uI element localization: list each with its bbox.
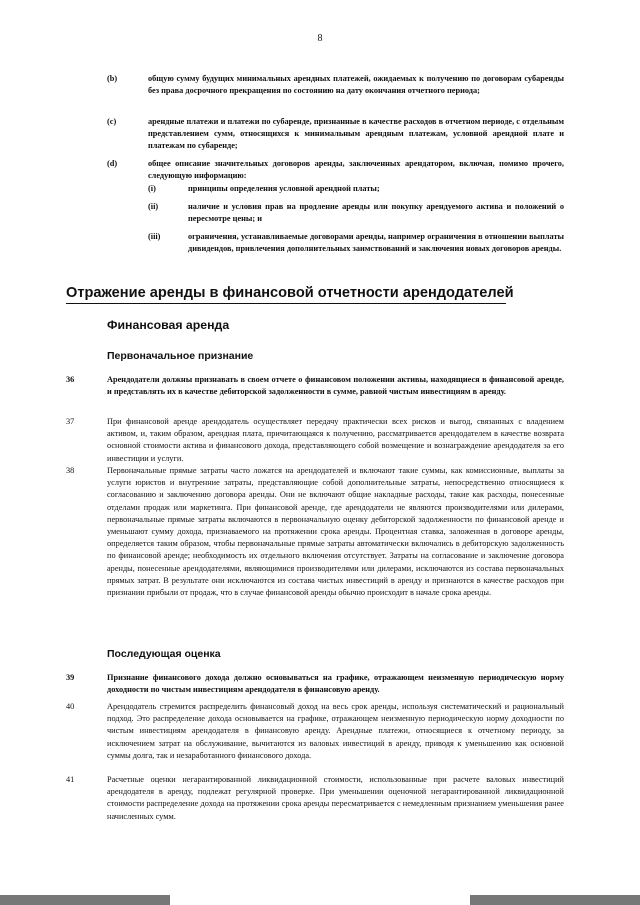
paragraph-number: 40 bbox=[66, 702, 75, 711]
paragraph-text: Первоначальные прямые затраты часто ложатся на арендодателей и включают такие суммы, как комиссионные, выплаты за услуги юристов и внутренние затраты, представляющие собой дополнительные затраты, непосредственно относящиеся к согласованию и заключению договора аренды. Они не включают общие накладные расходы, такие как расходы, понесенные отделами продаж или маркетинга. При финансовой аренде, где арендодатели не являются производителями или дилерами, первоначальные прямые затраты включаются в первоначальную оценку дебиторской задолженности по финансовой аренде и уменьшают сумму дохода, признаваемого на протяжении срока аренды. Процентная ставка, заложенная в договоре аренды, определяется таким образом, чтобы первоначальные прямые затраты автоматически включались в дебиторскую задолженность по финансовой аренде; необходимость их отдельного включения отсутствует. Затраты на согласование и заключение договора аренды, понесенные арендодателями, являющимися производителями или дилерами, исключаются из состава первоначальных прямых затрат. В результате они исключаются из состава чистых инвестиций в аренду и признаются в качестве расходов при признании прибыли от продаж, что в случае финансовой аренды обычно происходит в начале срока аренды. bbox=[107, 466, 564, 598]
sub-item-label: (ii) bbox=[148, 202, 159, 211]
paragraph-text: Арендодатели должны признавать в своем отчете о финансовом положении активы, находящиеся в финансовой аренде, и представлять их в качестве дебиторской задолженности в сумме, равной чистым инвестициям в аренду. bbox=[107, 375, 564, 397]
heading-subsequent-measurement: Последующая оценка bbox=[107, 648, 221, 660]
sub-item-text: наличие и условия прав на продление аренды или покупку арендуемого актива и положений о пересмотре цены; и bbox=[188, 202, 564, 224]
subsection-title: Финансовая аренда bbox=[107, 318, 230, 332]
paragraph-number: 38 bbox=[66, 466, 75, 475]
paragraph-number: 39 bbox=[66, 673, 75, 682]
sub-item-label: (iii) bbox=[148, 232, 161, 241]
paragraph-text: Расчетные оценки негарантированной ликвидационной стоимости, использованные при расчете валовых инвестиций арендодателя в аренду, подлежат регулярной проверке. При уменьшении оценочной негарантированной ликвидационной стоимости распределение дохода на протяжении срока аренды пересматривается с немедленным признанием уменьшения ранее начисленных сумм. bbox=[107, 775, 564, 821]
list-item-label: (d) bbox=[107, 159, 118, 168]
list-item-label: (b) bbox=[107, 74, 118, 83]
paragraph-text: Арендодатель стремится распределить финансовый доход на весь срок аренды, используя систематический и рациональный подход. Это распределение дохода основывается на графике, отражающем неизменную периодическую норму доходности по чистым инвестициям арендодателя в финансовую аренду. Арендные платежи, относящиеся к отчетному периоду, за исключением затрат на обслуживание, вычитаются из валовых инвестиций в аренду, приводя к уменьшению как основной суммы долга, так и незаработанного финансового дохода. bbox=[107, 702, 564, 760]
sub-item-label: (i) bbox=[148, 184, 156, 193]
list-item-text: общую сумму будущих минимальных арендных платежей, ожидаемых к получению по договорам субаренды без права досрочного прекращения по состоянию на дату окончания отчетного периода; bbox=[148, 74, 564, 96]
section-title: Отражение аренды в финансовой отчетности арендодателей bbox=[66, 284, 506, 304]
sub-item-text: ограничения, устанавливаемые договорами аренды, например ограничения в отношении выплаты дивидендов, привлечения дополнительных заимствований и заключения новых договоров аренды. bbox=[188, 232, 564, 254]
paragraph-text: Признание финансового дохода должно основываться на графике, отражающем неизменную периодическую норму доходности по чистым инвестициям арендодателя в финансовую аренду. bbox=[107, 673, 564, 695]
scan-edge-shadow bbox=[470, 895, 640, 905]
paragraph-text: При финансовой аренде арендодатель осуществляет передачу практически всех рисков и выгод, связанных с владением активом, и, таким образом, арендная плата, причитающаяся к получению, рассматривается арендодателем в качестве возврата основной стоимости актива и финансового дохода, представляющего собой возмещение и вознаграждение арендодателя за его инвестиции и услуги. bbox=[107, 417, 564, 463]
paragraph-number: 41 bbox=[66, 775, 75, 784]
page-number: 8 bbox=[317, 33, 323, 44]
list-item-label: (c) bbox=[107, 117, 117, 126]
list-item-text: арендные платежи и платежи по субаренде, признанные в качестве расходов в отчетном периоде, с отдельным представлением сумм, относящихся к минимальным арендным платежам, условной арендной плате и платежам по субаренде; bbox=[148, 117, 564, 151]
paragraph-number: 37 bbox=[66, 417, 75, 426]
sub-item-text: принципы определения условной арендной платы; bbox=[188, 184, 380, 193]
heading-initial-recognition: Первоначальное признание bbox=[107, 350, 254, 362]
paragraph-number: 36 bbox=[66, 375, 75, 384]
scan-edge-shadow bbox=[0, 895, 170, 905]
list-item-text: общее описание значительных договоров аренды, заключенных арендатором, включая, помимо прочего, следующую информацию: bbox=[148, 159, 564, 181]
